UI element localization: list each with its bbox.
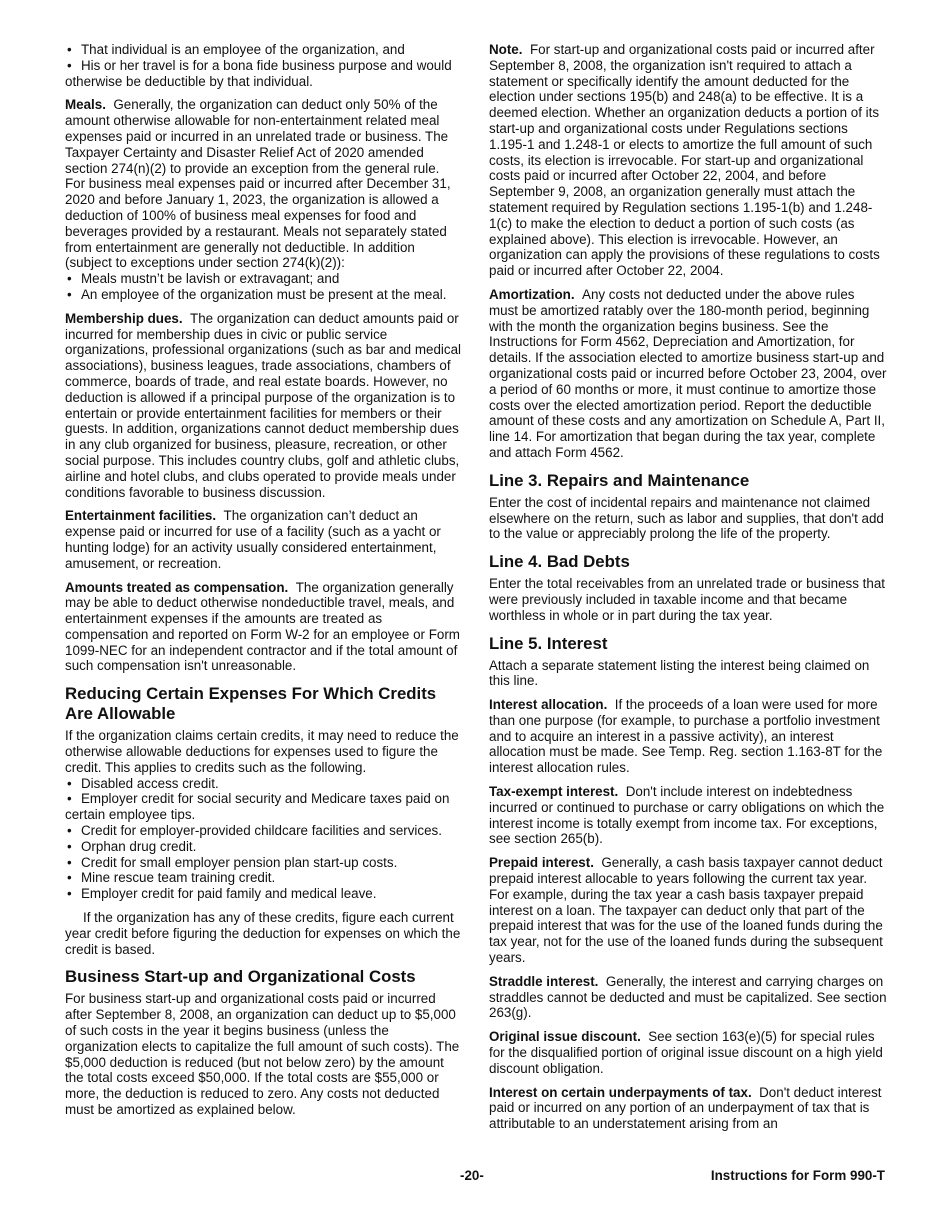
prepaid-interest-paragraph <box>489 855 887 966</box>
bullet-employee: • That individual is an employee of the organization, and <box>65 42 463 58</box>
interest-allocation-paragraph <box>489 697 887 776</box>
line-4-text: Enter the total receivables from an unrelated trade or business that were previously included in taxable income and that became worthless in whole or in part during the tax year. <box>489 576 885 623</box>
straddle-interest-paragraph <box>489 974 887 1021</box>
credit-item-text: Employer credit for social security and Medicare taxes paid on certain employee tips. <box>65 791 450 823</box>
entertainment-facilities-text: The organization can’t deduct an expense paid or incurred for use of a facility (such as a yacht or hunting lodge) for an activity usually considered entertainment, amusement, or recreation. <box>65 508 441 571</box>
membership-dues-text: The organization can deduct amounts paid or incurred for membership dues in civic or public service organizations, professional organizations (such as bar and medical associations), business leagues, trade associations, chambers of commerce, boards of trade, and real estate boards. However, no deduction is allowed if a principal purpose of the organization is to entertain or provide entertainment facilities for members or their guests. In addition, organizations cannot deduct membership dues in any club organized for business, pleasure, recreation, or other social purpose. This includes country clubs, golf and athletic clubs, airline and hotel clubs, and clubs operated to provide meals under conditions favorable to business discussion. <box>65 310 461 500</box>
underpayment-interest-text: Don't deduct interest paid or incurred on any portion of an underpayment of tax that is attributable to an understatement arising from an <box>489 1084 882 1132</box>
note-paragraph <box>489 42 887 279</box>
membership-dues-paragraph <box>65 311 463 501</box>
right-column <box>489 42 887 1140</box>
straddle-interest-text: Generally, the interest and carrying charges on straddles cannot be deducted and must be capitalized. See section 263(g). <box>489 973 887 1021</box>
amortization-text: Any costs not deducted under the above rules must be amortized ratably over the 180-month period, beginning with the month the organization begins business. See the Instructions for Form 4562, Depreciation and Amortization, for details. If the association elected to amortize business start-up and organizational costs paid or incurred before October 23, 2004, over a period of 60 months or more, it must continue to amortize those costs over the elected amortization period. Report the deductible amount of these costs and any amortization on Schedule A, Part II, line 14. For amortization that began during the tax year, complete and attach Form 4562. <box>489 286 887 460</box>
left-column <box>65 42 463 1126</box>
meals-text: Generally, the organization can deduct only 50% of the amount otherwise allowable for non-entertainment related meal expenses paid or incurred in an unrelated trade or business. The Taxpayer Certainty and Disaster Relief Act of 2020 amended section 274(n)(2) to provide an exception from the general rule. For business meal expenses paid or incurred after December 31, 2020 and before January 1, 2023, the organization is allowed a deduction of 100% of business meal expenses for food and beverages provided by a restaurant. Meals not separately stated from entertainment are generally not deductible. In addition (subject to exceptions under section 274(k)(2)): <box>65 97 451 271</box>
interest-allocation-text: If the proceeds of a loan were used for more than one purpose (for example, to purchase a portfolio investment and to acquire an interest in a passive activity), an interest allocation must be made. See Temp. Reg. section 1.163-8T for the interest allocation rules. <box>489 697 883 776</box>
section-heading-reducing-expenses: Reducing Certain Expenses For Which Credits Are Allowable <box>65 684 437 724</box>
tax-exempt-interest-text: Don't include interest on indebtedness incurred or continued to purchase or carry obligations on which the interest income is totally exempt from income tax. For exceptions, see section 265(b). <box>489 784 885 847</box>
credit-item: • Employer credit for social security and Medicare taxes paid on certain employee tips. <box>65 791 450 823</box>
original-issue-discount-heading: Original issue discount. <box>489 1029 641 1045</box>
credit-item: • Mine rescue team training credit. <box>65 870 463 886</box>
prepaid-interest-text: Generally, a cash basis taxpayer cannot deduct prepaid interest allocable to years following the current tax year. For example, during the tax year a cash basis taxpayer prepaid interest on a loan. The taxpayer can deduct only that part of the prepaid interest that was for the use of the loaned funds during the tax year, not for the use of the loaned funds during the subsequent years. <box>489 855 883 966</box>
original-issue-discount-text: See section 163(e)(5) for special rules for the disqualified portion of original issue discount on a high yield discount obligation. <box>489 1029 883 1076</box>
entertainment-facilities-paragraph <box>65 508 463 571</box>
credit-item: • Orphan drug credit. <box>65 839 463 855</box>
meals-heading: Meals. <box>65 97 106 113</box>
entertainment-facilities-heading: Entertainment facilities. <box>65 508 217 524</box>
credit-item: • Credit for employer-provided childcare facilities and services. <box>65 823 463 839</box>
note-text: For start-up and organizational costs paid or incurred after September 8, 2008, the organization isn't required to attach a statement or specifically identify the amount deducted for the election under sections 195(b) and 248(a) to be effective. It is a deemed election. Whether an organization deducts a portion of its start-up and organizational costs under Regulations sections 1.195-1 and 1.248-1 or elects to amortize the full amount of such costs, its election is irrevocable. For start-up and organizational costs paid or incurred after October 22, 2004, and before September 9, 2008, an organization generally must attach the statement required by Regulation sections 1.195-1(b) and 1.248-1(c) to make the election to deduct a portion of such costs (as explained above). This election is irrevocable. However, an organization can apply the provisions of these regulations to costs paid or incurred after October 22, 2004. <box>489 42 880 279</box>
tax-exempt-interest-heading: Tax-exempt interest. <box>489 784 619 800</box>
credit-item: • Credit for small employer pension plan start-up costs. <box>65 855 463 871</box>
reducing-expenses-text-2: If the organization has any of these credits, figure each current year credit before figuring the deduction for expenses on which the credit is based. <box>65 910 461 957</box>
reducing-expenses-text: If the organization claims certain credits, it may need to reduce the otherwise allowable deductions for expenses used to figure the credit. This applies to credits such as the following. <box>65 728 459 775</box>
compensation-heading: Amounts treated as compensation. <box>65 579 289 595</box>
credit-item: • Employer credit for paid family and medical leave. <box>65 886 463 902</box>
page-number: -20- <box>460 1168 484 1183</box>
compensation-paragraph <box>65 580 463 675</box>
amortization-paragraph <box>489 287 887 461</box>
startup-costs-text: For business start-up and organizational costs paid or incurred after September 8, 2008, an organization can deduct up to $5,000 of such costs in the year it begins business (unless the organization elects to capitalize the full amount of such costs). The $5,000 deduction is reduced (but not below zero) by the amount the total costs exceed $50,000. If the total costs are $55,000 or more, the deduction is reduced to zero. Any costs not deducted must be amortized as explained below. <box>65 991 460 1118</box>
prepaid-interest-heading: Prepaid interest. <box>489 855 594 871</box>
meals-paragraph <box>65 97 463 271</box>
underpayment-interest-paragraph <box>489 1085 887 1132</box>
note-heading: Note. <box>489 42 523 57</box>
form-title-footer: Instructions for Form 990-T <box>710 1168 885 1183</box>
section-heading-line-5: Line 5. Interest <box>489 633 608 653</box>
section-heading-line-3: Line 3. Repairs and Maintenance <box>489 470 750 490</box>
section-heading-startup-costs: Business Start-up and Organizational Costs <box>65 967 416 987</box>
line-3-text: Enter the cost of incidental repairs and maintenance not claimed elsewhere on the return, such as labor and supplies, that don't add to the value or appreciably prolong the life of the property. <box>489 494 884 542</box>
section-heading-line-4: Line 4. Bad Debts <box>489 552 630 572</box>
straddle-interest-heading: Straddle interest. <box>489 973 599 989</box>
meals-bullet-2: • An employee of the organization must be present at the meal. <box>65 287 463 303</box>
interest-allocation-heading: Interest allocation. <box>489 697 608 713</box>
line-5-text: Attach a separate statement listing the interest being claimed on this line. <box>489 657 870 689</box>
tax-exempt-interest-paragraph <box>489 784 887 847</box>
credit-item: • Disabled access credit. <box>65 776 463 792</box>
bullet-travel-text: His or her travel is for a bona fide business purpose and would otherwise be deductible by that individual. <box>65 57 452 89</box>
membership-dues-heading: Membership dues. <box>65 310 183 326</box>
compensation-text: The organization generally may be able to deduct otherwise nondeductible travel, meals, and entertainment expenses if the amounts are treated as compensation and reported on Form W-2 for an employee or Form 1099-NEC for an independent contractor and if the total amount of such compensation isn't unreasonable. <box>65 579 460 674</box>
bullet-travel: • His or her travel is for a bona fide business purpose and would otherwise be deductible by that individual. <box>65 57 452 89</box>
original-issue-discount-paragraph <box>489 1029 887 1076</box>
underpayment-interest-heading: Interest on certain underpayments of tax. <box>489 1084 752 1100</box>
amortization-heading: Amortization. <box>489 286 575 302</box>
meals-bullet-1: • Meals mustn’t be lavish or extravagant; and <box>65 271 463 287</box>
